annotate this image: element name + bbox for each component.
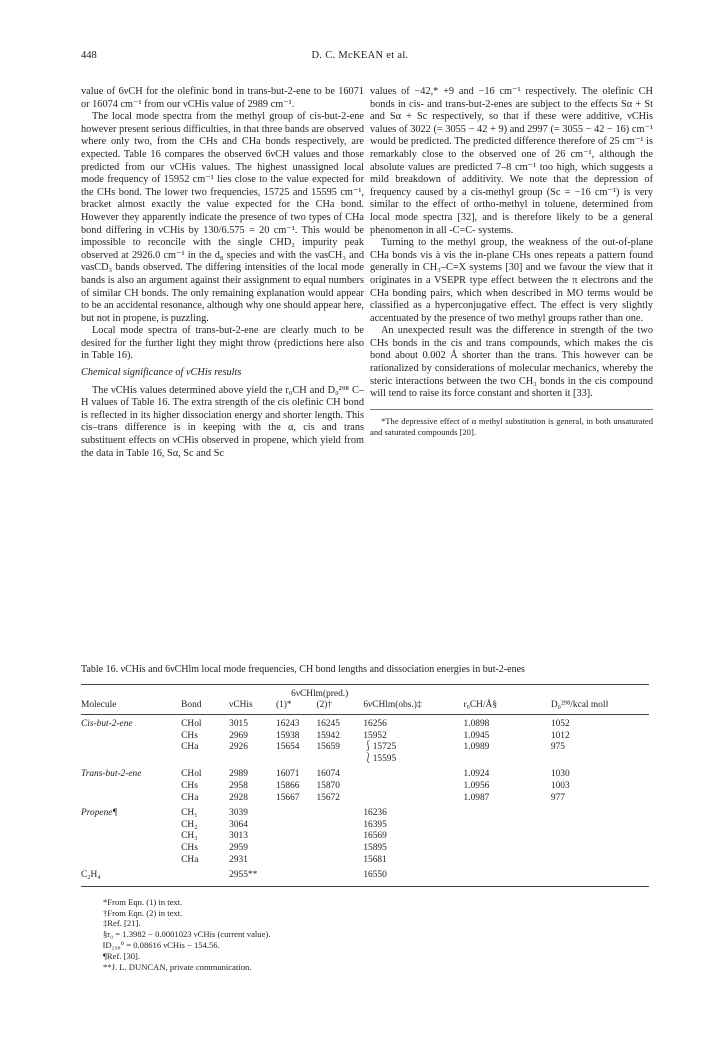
- table-cell: 15681: [363, 854, 387, 865]
- table-cell: C₂H₄: [81, 866, 181, 886]
- table-cell: [81, 742, 181, 754]
- table-cell: [276, 831, 316, 843]
- table-cell: [551, 754, 649, 766]
- left-column: [81, 86, 364, 460]
- table-cell: [81, 781, 181, 793]
- table-cell: 16256: [363, 719, 387, 729]
- table-cell: [81, 831, 181, 843]
- page-number: 448: [81, 50, 97, 61]
- table-cell: [464, 866, 551, 886]
- table-cell: 16550: [363, 866, 463, 886]
- table-cell: [316, 804, 363, 820]
- table-row: [81, 754, 649, 766]
- table-note: ¶Ref. [30].: [103, 950, 141, 961]
- table-cell: CHs: [181, 730, 198, 741]
- table-cell: [181, 866, 229, 886]
- table-cell: 15938: [276, 730, 300, 741]
- table-row: [81, 866, 649, 886]
- table-cell: 16243: [276, 719, 300, 729]
- column-header: Bond: [181, 700, 229, 715]
- table-note: †From Eqn. (2) in text.: [103, 907, 183, 918]
- table-cell: 2955**: [229, 866, 276, 886]
- table-cell: [276, 820, 316, 832]
- table-cell: [464, 820, 551, 832]
- table-cell: [81, 855, 181, 867]
- column-header: D₀²⁹⁸/kcal mol‖: [551, 700, 649, 715]
- table-cell: 2931: [229, 854, 248, 865]
- table-cell: [464, 754, 551, 766]
- table-cell: [363, 765, 463, 781]
- table-note: ‖D₂₉₈⁰ = 0.08616 νCHis − 154.56.: [103, 939, 220, 950]
- paragraph: Turning to the methyl group, the weakness of the out-of-plane CHa bonds vis à vis the in-plane CHs ones repeats a pattern found generally in CH₃–C=X systems [30] and we favour the view that it originates in a VSEPR type effect between the π electrons and the CHa bonding pairs, which when described in MO terms would be classified as a hyperconjugative effect. The effect is very slightly accentuated by the presence of two methyl groups rather than one.: [370, 237, 653, 324]
- table-cell: [551, 820, 649, 832]
- table-cell: [464, 831, 551, 843]
- table-cell: 15667: [276, 792, 300, 803]
- table-row: [81, 742, 649, 754]
- table-note: **J. L. DUNCAN, private communication.: [103, 961, 252, 972]
- table-cell: [316, 866, 363, 886]
- table-cell: 1.0987: [463, 792, 490, 803]
- table-cell: [316, 843, 363, 855]
- table-cell: 16071: [276, 769, 300, 780]
- table-cell: 15895: [363, 842, 387, 853]
- table-row: [81, 731, 649, 743]
- table-cell: [276, 804, 316, 820]
- table-cell: 2959: [229, 842, 248, 853]
- table-cell: 1003: [550, 780, 570, 791]
- table-cell: [81, 843, 181, 855]
- table-cell: CHs: [181, 842, 198, 853]
- table-cell: [551, 843, 649, 855]
- column-header: (1)*: [276, 700, 316, 715]
- table-cell: [363, 781, 463, 793]
- table-cell: 3064: [229, 819, 248, 830]
- table-cell: 1052: [550, 719, 570, 729]
- table-row: [81, 831, 649, 843]
- table-cell: CHol: [181, 719, 202, 729]
- paragraph: Local mode spectra of trans-but-2-ene are clearly much to be desired for the further light they might throw (predictions here also in Table 16).: [81, 325, 364, 362]
- table-cell: 16245: [316, 719, 340, 729]
- table-cell: Trans-but-2-ene: [81, 769, 142, 780]
- table-cell: [363, 793, 463, 805]
- table-cell: 3013: [229, 831, 248, 842]
- table-cell: 2989: [229, 769, 248, 780]
- table-row: [81, 781, 649, 793]
- table-cell: [276, 754, 316, 766]
- right-column: [370, 86, 653, 437]
- table-cell: [464, 855, 551, 867]
- table-cell: ⎱15595: [363, 753, 397, 764]
- header-row: [81, 700, 649, 715]
- table-cell: CHa: [181, 742, 199, 753]
- table-row: [81, 793, 649, 805]
- section-heading: Chemical significance of νCHis results: [81, 367, 242, 379]
- table-cell: CHa: [181, 854, 199, 865]
- column-header: Molecule: [81, 700, 181, 715]
- table-cell: 2928: [229, 792, 248, 803]
- table-16: [81, 664, 649, 972]
- table-cell: 16569: [363, 831, 387, 842]
- table-caption: Table 16. νCHis and 6νCHlm local mode frequencies, CH bond lengths and dissociation energies in but-2-enes: [81, 664, 525, 675]
- table-cell: [276, 843, 316, 855]
- table-cell: 2969: [229, 730, 248, 741]
- table-cell: [316, 831, 363, 843]
- column-header: r₀CH/Å§: [464, 700, 551, 715]
- table-cell: 1.0989: [463, 742, 490, 753]
- table-cell: CH₂: [181, 819, 198, 830]
- table-cell: CH₃: [181, 831, 198, 842]
- table-cell: [229, 754, 276, 766]
- table-row: [81, 820, 649, 832]
- table-cell: [464, 843, 551, 855]
- table-note: §r₀ = 1.3982 − 0.0001023 νCHis (current value).: [103, 929, 271, 940]
- table-body: [81, 715, 649, 887]
- table-note: *From Eqn. (1) in text.: [103, 896, 183, 907]
- table-cell: 3039: [229, 808, 248, 819]
- table-cell: CHs: [181, 780, 198, 791]
- paragraph: The local mode spectra from the methyl group of cis-but-2-ene however present serious difficulties, in that three bands are observed where only two, from the CHs and CHa bonds respectively, are expected. Table 16 compares the observed 6νCH values and those predicted from our νCHis values. The highest unassigned local mode frequency of 15952 cm⁻¹ lies close to the value expected for the CHs bond. The lower two frequencies, 15725 and 15595 cm⁻¹, bracket almost exactly the value expected for the CHa bond. However they apparently indicate the presence of two types of CHa bond differing in νCHis by 130/6.575 = 20 cm⁻¹. This would be impossible to reconcile with the single CHD₂ impurity peak observed at 2926.0 cm⁻¹ in the d₈ species and with the νasCH₃ and νasCD₃ bands observed. The differing intensities of the local mode bands is also an argument against their assignment to equal numbers of similar CH bonds. The only remaining explanation would appear to be an accidental resonance, although why one should appear here, but not in propene, is puzzling.: [81, 111, 364, 324]
- table-cell: [316, 820, 363, 832]
- table-cell: [551, 855, 649, 867]
- table-cell: [81, 754, 181, 766]
- table-row: [81, 715, 649, 731]
- paragraph: value of 6νCH for the olefinic bond in trans-but-2-ene to be 16071 or 16074 cm⁻¹ from our νCHis value of 2989 cm⁻¹.: [81, 86, 364, 110]
- table-cell: [81, 731, 181, 743]
- column-header: 6νCHlm(obs.)‡: [363, 700, 463, 715]
- table-cell: 15866: [276, 780, 300, 791]
- footnote-rule: [370, 409, 653, 410]
- paragraph: values of −42,* +9 and −16 cm⁻¹ respectively. The olefinic CH bonds in cis- and trans-but-2-enes are subject to the effects Sα + St and Sα + Sc respectively, so that if these were additive, νCHis values of 3022 (= 3055 − 42 + 9) and 2997 (= 3055 − 42 − 16) cm⁻¹ would be predicted. The predicted difference therefore of 25 cm⁻¹ is remarkably close to the observed one of 26 cm⁻¹, although the absolute values are predicted 7–8 cm⁻¹ too high, which suggests a mild breakdown of additivity. We note that the depression of frequency caused by a cis-methyl group (Sc = −16 cm⁻¹) is very similar to the effect of ortho-methyl in toluene, determined from local mode spectra [32], and is therefore likely to be a general phenomenon in all ‐C=C‐ systems.: [370, 86, 653, 236]
- table-row: [81, 765, 649, 781]
- table-note: ‡Ref. [21].: [103, 918, 141, 929]
- table-notes: [103, 897, 649, 973]
- paragraph: An unexpected result was the difference in strength of the two CHs bonds in the cis and trans compounds, which makes the cis bond about 0.002 Å shorter than the trans. This however can be rationalized by considerations of molecular mechanics, whereby the steric interactions between the two CH₃ bonds in the cis compound will tend to raise its force constant and shorten it [33].: [370, 325, 653, 400]
- table-cell: 15659: [316, 742, 340, 753]
- paragraph: The νCHis values determined above yield the r₀CH and D₀²⁹⁸ C–H values of Table 16. The extra strength of the cis olefinic CH bond is reflected in its higher dissociation energy and shorter length. This cis–trans difference is in keeping with the α, cis and trans substituent effects on νCHis observed in propene, which yield from the data in Table 16, Sα, Sc and Sc: [81, 384, 364, 459]
- table-cell: [181, 754, 229, 766]
- table-cell: 1012: [550, 730, 570, 741]
- column-header: νCHis: [229, 700, 276, 715]
- table-cell: 1.0956: [463, 780, 490, 791]
- table-cell: 15672: [316, 792, 340, 803]
- table-cell: 15870: [316, 780, 340, 791]
- table-cell: [316, 754, 363, 766]
- table-cell: Cis-but-2-ene: [81, 719, 133, 729]
- table-cell: 16395: [363, 819, 387, 830]
- table-cell: [551, 831, 649, 843]
- column-header: (2)†: [316, 700, 363, 715]
- table-cell: [464, 804, 551, 820]
- table-cell: [316, 855, 363, 867]
- table-cell: 1030: [550, 769, 570, 780]
- table-cell: [276, 855, 316, 867]
- table-cell: 16074: [316, 769, 340, 780]
- table-cell: [81, 793, 181, 805]
- table-cell: 975: [550, 742, 565, 753]
- table-cell: Propene¶: [81, 808, 118, 819]
- table-cell: CHol: [181, 769, 202, 780]
- table-cell: 15942: [316, 730, 340, 741]
- table-row: [81, 804, 649, 820]
- running-head: D. C. McKEAN et al.: [311, 50, 409, 61]
- table-cell: [551, 804, 649, 820]
- table-cell: 2958: [229, 780, 248, 791]
- table-cell: ⎰15725: [363, 742, 397, 753]
- table-cell: [551, 866, 649, 886]
- table-cell: 15654: [276, 742, 300, 753]
- table-cell: 1.0898: [463, 719, 490, 729]
- table-cell: 15952: [363, 730, 387, 741]
- table-row: [81, 843, 649, 855]
- table-cell: 16236: [363, 808, 387, 819]
- table-cell: CHa: [181, 792, 199, 803]
- table-cell: 2926: [229, 742, 248, 753]
- table-cell: [81, 820, 181, 832]
- footnote: *The depressive effect of α methyl substitution is general, in both unsaturated and saturated compounds [20].: [370, 415, 653, 437]
- table-cell: 3015: [229, 719, 248, 729]
- table-row: [81, 855, 649, 867]
- table-cell: 1.0924: [463, 769, 490, 780]
- table-cell: CH₁: [181, 808, 198, 819]
- table-cell: 977: [550, 792, 565, 803]
- table-cell: 1.0945: [463, 730, 490, 741]
- data-table: [81, 684, 649, 887]
- table-cell: [276, 866, 316, 886]
- group-header: 6νCHlm(pred.): [276, 685, 363, 701]
